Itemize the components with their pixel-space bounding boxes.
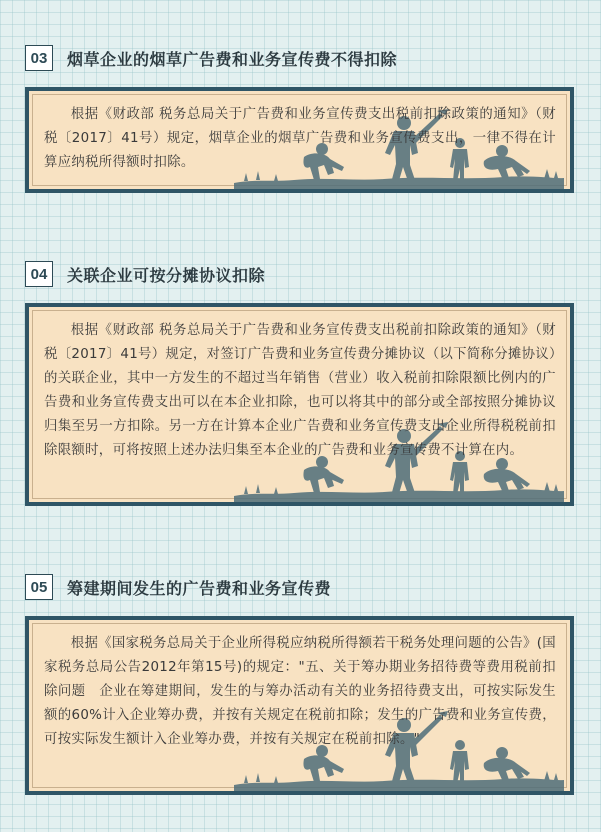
section-body: 根据《国家税务总局关于企业所得税应纳税所得额若干税务处理问题的公告》(国家税务总局公告2012年第15号)的规定："五、关于筹办期业务招待费等费用税前扣除问题 企业在筹建期间，发生的与筹办活动有关的业务招待费支出，可按实际发生额的60%计入企业筹办费，并按有关规定在税前扣除；发生的广告费和业务宣传费，可按实际发生额计入企业筹办费，并按有关规定在税前扣除。"	[44, 636, 556, 747]
section-card	[25, 616, 574, 795]
section-card	[25, 303, 574, 506]
section-header	[25, 259, 265, 289]
section-number-badge: 04	[25, 261, 53, 287]
section-header	[25, 572, 331, 602]
section-body: 根据《财政部 税务总局关于广告费和业务宣传费支出税前扣除政策的通知》（财税〔2017〕41号）规定，烟草企业的烟草广告费和业务宣传费支出，一律不得在计算应纳税所得额时扣除。	[44, 107, 556, 170]
section-body: 根据《财政部 税务总局关于广告费和业务宣传费支出税前扣除政策的通知》（财税〔2017〕41号）规定，对签订广告费和业务宣传费分摊协议（以下简称分摊协议）的关联企业，其中一方发生的不超过当年销售（营业）收入税前扣除限额比例内的广告费和业务宣传费支出可以在本企业扣除，也可以将其中的部分或全部按照分摊协议归集至另一方扣除。另一方在计算本企业广告费和业务宣传费支出企业所得税税前扣除限额时，可将按照上述办法归集至本企业的广告费和业务宣传费不计算在内。	[44, 323, 556, 458]
section-title: 关联企业可按分摊协议扣除	[67, 265, 266, 285]
section-number-badge: 05	[25, 574, 53, 600]
section-title: 烟草企业的烟草广告费和业务宣传费不得扣除	[67, 49, 398, 69]
section-header	[25, 43, 397, 73]
section-title: 筹建期间发生的广告费和业务宣传费	[67, 578, 332, 598]
section-card	[25, 87, 574, 193]
section-number-badge: 03	[25, 45, 53, 71]
